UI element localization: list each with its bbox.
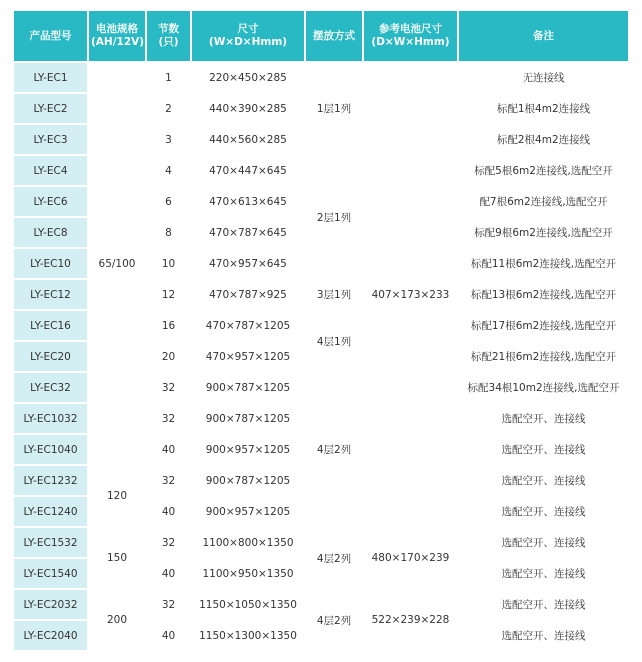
cell-count-cell: 16	[147, 311, 190, 340]
notes-cell: 标配9根6m2连接线,选配空开	[459, 218, 628, 247]
notes-cell: 标配34根10m2连接线,选配空开	[459, 373, 628, 402]
cell-count-cell: 3	[147, 125, 190, 154]
table-row	[14, 63, 628, 92]
model-cell: LY-EC32	[14, 373, 87, 402]
dimensions-cell: 470×447×645	[192, 156, 304, 185]
model-cell: LY-EC1240	[14, 497, 87, 526]
cell-count-cell: 20	[147, 342, 190, 371]
layout-cell: 4层2列	[306, 373, 362, 526]
capacity-cell: 200	[89, 590, 145, 650]
cell-count-cell: 32	[147, 590, 190, 619]
capacity-cell: 120	[89, 466, 145, 526]
layout-cell: 4层1列	[306, 311, 362, 371]
model-cell: LY-EC16	[14, 311, 87, 340]
notes-cell: 选配空开、连接线	[459, 466, 628, 495]
header-layout: 摆放方式	[306, 11, 362, 61]
layout-cell: 4层2列	[306, 590, 362, 650]
dimensions-cell: 900×957×1205	[192, 435, 304, 464]
header-dimensions: 尺寸 (W×D×Hmm)	[192, 11, 304, 61]
notes-cell: 选配空开、连接线	[459, 621, 628, 650]
capacity-cell: 150	[89, 528, 145, 588]
battery-size-cell: 480×170×239	[364, 528, 457, 588]
cell-count-cell: 12	[147, 280, 190, 309]
notes-cell: 标配2根4m2连接线	[459, 125, 628, 154]
model-cell: LY-EC1232	[14, 466, 87, 495]
dimensions-cell: 1150×1050×1350	[192, 590, 304, 619]
table-row	[14, 528, 628, 557]
dimensions-cell: 900×787×1205	[192, 404, 304, 433]
notes-cell: 选配空开、连接线	[459, 497, 628, 526]
dimensions-cell: 470×787×925	[192, 280, 304, 309]
cell-count-cell: 40	[147, 559, 190, 588]
model-cell: LY-EC1040	[14, 435, 87, 464]
notes-cell: 配7根6m2连接线,选配空开	[459, 187, 628, 216]
dimensions-cell: 470×957×645	[192, 249, 304, 278]
header-cell-count: 节数 (只)	[147, 11, 190, 61]
dimensions-cell: 900×787×1205	[192, 373, 304, 402]
header-row	[14, 11, 628, 61]
model-cell: LY-EC1540	[14, 559, 87, 588]
model-cell: LY-EC3	[14, 125, 87, 154]
dimensions-cell: 900×787×1205	[192, 466, 304, 495]
cell-count-cell: 10	[147, 249, 190, 278]
notes-cell: 选配空开、连接线	[459, 528, 628, 557]
cell-count-cell: 40	[147, 497, 190, 526]
notes-cell: 标配13根6m2连接线,选配空开	[459, 280, 628, 309]
notes-cell: 选配空开、连接线	[459, 435, 628, 464]
notes-cell: 无连接线	[459, 63, 628, 92]
cell-count-cell: 32	[147, 404, 190, 433]
battery-cabinet-spec-table	[12, 9, 630, 652]
header-battery-size: 参考电池尺寸 (D×W×Hmm)	[364, 11, 457, 61]
dimensions-cell: 1100×800×1350	[192, 528, 304, 557]
dimensions-cell: 900×957×1205	[192, 497, 304, 526]
cell-count-cell: 32	[147, 466, 190, 495]
header-notes: 备注	[459, 11, 628, 61]
cell-count-cell: 32	[147, 528, 190, 557]
layout-cell: 2层1列	[306, 156, 362, 278]
model-cell: LY-EC12	[14, 280, 87, 309]
dimensions-cell: 440×390×285	[192, 94, 304, 123]
notes-cell: 标配11根6m2连接线,选配空开	[459, 249, 628, 278]
dimensions-cell: 440×560×285	[192, 125, 304, 154]
dimensions-cell: 1150×1300×1350	[192, 621, 304, 650]
cell-count-cell: 4	[147, 156, 190, 185]
model-cell: LY-EC4	[14, 156, 87, 185]
header-capacity: 电池规格 (AH/12V)	[89, 11, 145, 61]
notes-cell: 标配17根6m2连接线,选配空开	[459, 311, 628, 340]
header-model: 产品型号	[14, 11, 87, 61]
cell-count-cell: 2	[147, 94, 190, 123]
model-cell: LY-EC8	[14, 218, 87, 247]
notes-cell: 选配空开、连接线	[459, 404, 628, 433]
notes-cell: 选配空开、连接线	[459, 590, 628, 619]
model-cell: LY-EC6	[14, 187, 87, 216]
notes-cell: 标配21根6m2连接线,选配空开	[459, 342, 628, 371]
model-cell: LY-EC1532	[14, 528, 87, 557]
battery-size-cell: 407×173×233	[364, 63, 457, 526]
dimensions-cell: 220×450×285	[192, 63, 304, 92]
cell-count-cell: 40	[147, 435, 190, 464]
layout-cell: 3层1列	[306, 280, 362, 309]
cell-count-cell: 6	[147, 187, 190, 216]
dimensions-cell: 470×787×1205	[192, 311, 304, 340]
layout-cell: 1层1列	[306, 63, 362, 154]
model-cell: LY-EC10	[14, 249, 87, 278]
model-cell: LY-EC2040	[14, 621, 87, 650]
cell-count-cell: 1	[147, 63, 190, 92]
table-row	[14, 590, 628, 619]
model-cell: LY-EC2032	[14, 590, 87, 619]
capacity-cell: 65/100	[89, 63, 145, 464]
cell-count-cell: 32	[147, 373, 190, 402]
dimensions-cell: 470×787×645	[192, 218, 304, 247]
dimensions-cell: 470×957×1205	[192, 342, 304, 371]
cell-count-cell: 40	[147, 621, 190, 650]
battery-size-cell: 522×239×228	[364, 590, 457, 650]
dimensions-cell: 470×613×645	[192, 187, 304, 216]
cell-count-cell: 8	[147, 218, 190, 247]
product-spec-table-container	[12, 9, 630, 652]
notes-cell: 标配1根4m2连接线	[459, 94, 628, 123]
notes-cell: 标配5根6m2连接线,选配空开	[459, 156, 628, 185]
dimensions-cell: 1100×950×1350	[192, 559, 304, 588]
model-cell: LY-EC20	[14, 342, 87, 371]
notes-cell: 选配空开、连接线	[459, 559, 628, 588]
model-cell: LY-EC1	[14, 63, 87, 92]
model-cell: LY-EC2	[14, 94, 87, 123]
model-cell: LY-EC1032	[14, 404, 87, 433]
layout-cell: 4层2列	[306, 528, 362, 588]
